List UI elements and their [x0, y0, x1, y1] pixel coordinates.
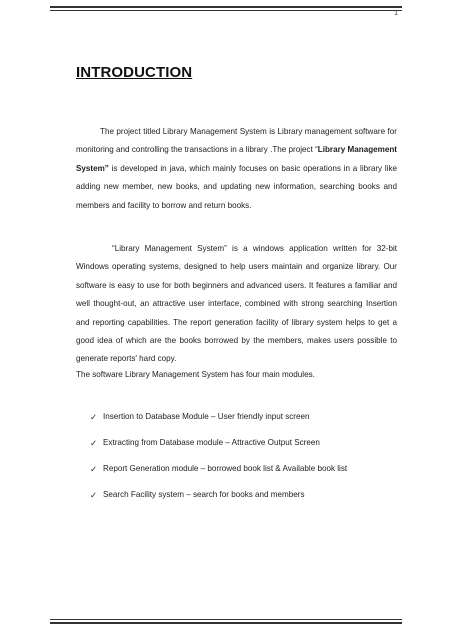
module-label: Report Generation module – borrowed book list & Available book list	[103, 464, 348, 473]
page-title: INTRODUCTION	[76, 64, 193, 81]
top-rule-thin	[50, 10, 402, 11]
bottom-rule-thin	[50, 619, 402, 620]
intro-text-end: is developed in java, which mainly focuses on basic operations in a library like adding new member, new books, and updating new information, searching books and members and facility to borrow and return books.	[76, 163, 397, 210]
intro-bold-title: Library Management System”	[76, 145, 397, 173]
modules-intro-paragraph: The software Library Management System has four main modules.	[76, 370, 315, 379]
list-item	[90, 490, 347, 516]
description-paragraph: “Library Management System” is a windows application written for 32-bit Windows operating systems, designed to help users maintain and organize library. Our software is easy to use for both beginners and advanced users. It features a familiar and well thought-out, an attractive user interface, combined with strong searching Insertion and reporting capabilities. The report generation facility of library system helps to get a good idea of which are the books borrowed by the members, makes users possible to generate reports' hard copy.	[76, 244, 397, 364]
top-rule-thick	[50, 6, 402, 8]
module-label: Search Facility system – search for books and members	[103, 490, 305, 499]
intro-paragraph	[76, 123, 397, 215]
module-label: Insertion to Database Module – User friendly input screen	[103, 412, 310, 421]
intro-text-start: The project titled Library Management System is Library management software for monitoring and controlling the transactions in a library .The project “	[76, 127, 397, 155]
check-icon: ✓	[90, 490, 98, 500]
modules-list	[90, 412, 347, 516]
list-item	[90, 412, 347, 438]
page-number: 1	[394, 10, 398, 17]
list-item	[90, 438, 347, 464]
check-icon: ✓	[90, 438, 98, 448]
check-icon: ✓	[90, 412, 98, 422]
list-item	[90, 464, 347, 490]
check-icon: ✓	[90, 464, 98, 474]
module-label: Extracting from Database module – Attractive Output Screen	[103, 438, 320, 447]
bottom-rule-thick	[50, 622, 402, 624]
